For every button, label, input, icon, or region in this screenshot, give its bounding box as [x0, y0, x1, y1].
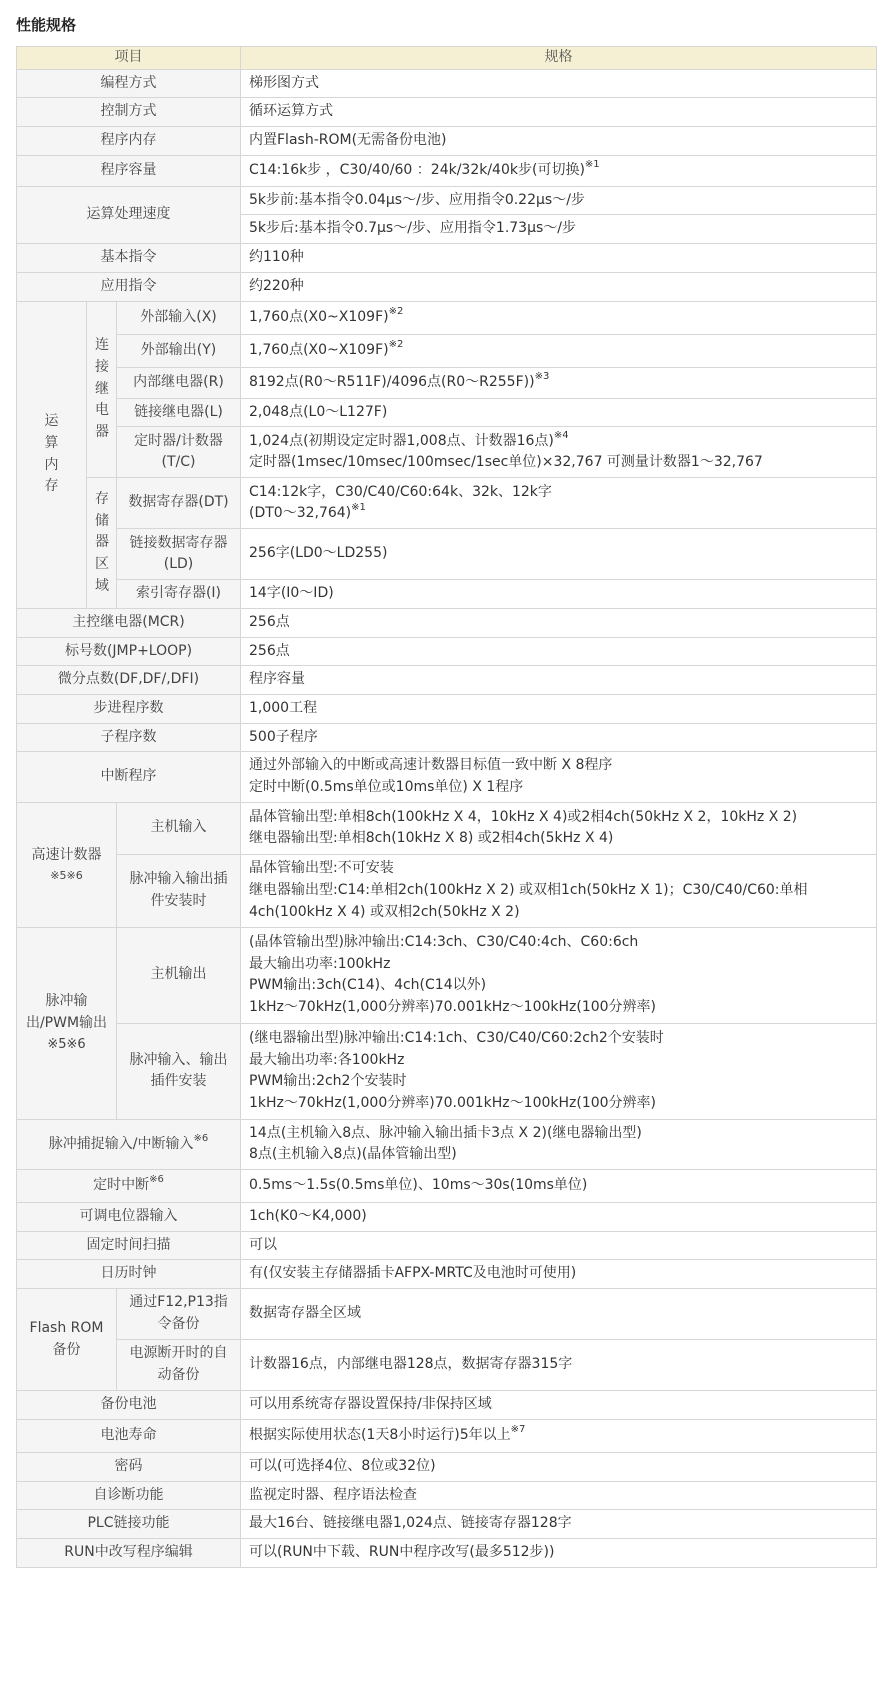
row-label: 可调电位器输入 — [17, 1203, 241, 1232]
table-row — [17, 244, 877, 273]
table-row — [17, 127, 877, 156]
row-value: 500子程序 — [241, 723, 877, 752]
row-value — [241, 752, 877, 802]
table-row — [17, 367, 877, 398]
label-text: 定时中断 — [93, 1177, 150, 1194]
table-row — [17, 98, 877, 127]
row-value — [241, 1419, 877, 1452]
label-line: 链接数据寄存器 — [129, 534, 228, 551]
label-line: 脉冲输出/PWM输出 — [25, 993, 108, 1032]
table-row — [17, 1170, 877, 1203]
row-value — [241, 301, 877, 334]
footnote-mark: ※1 — [584, 158, 600, 170]
row-label: 索引寄存器(I) — [117, 580, 241, 609]
group-label-pulse — [17, 927, 117, 1119]
footnote-mark: ※2 — [388, 305, 404, 317]
group-label-hsc — [17, 802, 117, 927]
row-value: 可以用系统寄存器设置保持/非保持区域 — [241, 1391, 877, 1420]
table-row — [17, 1481, 877, 1510]
value-line: 继电器输出型:C14:单相2ch(100kHz X 2) 或双相1ch(50kHz X 1)；C30/C40/C60:单相4ch(100kHz X 4) 或双相2ch(50kHz X 2) — [249, 881, 808, 920]
row-label — [117, 529, 241, 580]
row-value — [241, 1023, 877, 1119]
table-row — [17, 1260, 877, 1289]
footnote-mark: ※6 — [193, 1132, 209, 1144]
row-value: 256点 — [241, 608, 877, 637]
table-row — [17, 927, 877, 1023]
row-value: 可以(可选择4位、8位或32位) — [241, 1452, 877, 1481]
row-label: 控制方式 — [17, 98, 241, 127]
table-row — [17, 1023, 877, 1119]
value-line: 定时器(1msec/10msec/100msec/1sec单位)×32,767 可测量计数器1～32,767 — [249, 454, 763, 471]
value-line: 1kHz～70kHz(1,000分辨率)70.001kHz～100kHz(100分辨率) — [249, 1094, 657, 1111]
value-line: 晶体管输出型:单相8ch(100kHz X 4，10kHz X 4)或2相4ch(50kHz X 2，10kHz X 2) — [249, 808, 798, 825]
table-header-row — [17, 47, 877, 70]
value-line: 1kHz～70kHz(1,000分辨率)70.001kHz～100kHz(100分辨率) — [249, 998, 657, 1015]
table-row — [17, 1203, 877, 1232]
table-row — [17, 427, 877, 478]
row-value: 内置Flash-ROM(无需备份电池) — [241, 127, 877, 156]
row-label: PLC链接功能 — [17, 1510, 241, 1539]
row-label: 脉冲输入输出插件安装时 — [117, 854, 241, 927]
row-label: 固定时间扫描 — [17, 1231, 241, 1260]
row-value: 1,000工程 — [241, 694, 877, 723]
value-line: 14点(主机输入8点、脉冲输入输出插卡3点 X 2)(继电器输出型) — [249, 1124, 642, 1141]
row-value: 1ch(K0～K4,000) — [241, 1203, 877, 1232]
row-value: 程序容量 — [241, 666, 877, 695]
value-line — [249, 431, 868, 453]
group-text: 运算内存 — [44, 413, 59, 495]
table-row — [17, 1340, 877, 1391]
table-row — [17, 637, 877, 666]
footnote-mark: ※2 — [388, 338, 404, 350]
value-line — [249, 503, 868, 525]
table-row — [17, 1119, 877, 1169]
label-line: ※5※6 — [50, 869, 83, 882]
value-text: 1,760点(X0~X109F) — [249, 308, 389, 325]
table-row — [17, 1231, 877, 1260]
value-line: 8点(主机输入8点)(晶体管输出型) — [249, 1146, 457, 1163]
row-label: 基本指令 — [17, 244, 241, 273]
row-label: 步进程序数 — [17, 694, 241, 723]
label-line: 备份 — [52, 1341, 81, 1358]
group-label-memory — [17, 301, 87, 608]
group-label-relay — [87, 301, 117, 478]
table-row — [17, 155, 877, 186]
value-line: 定时中断(0.5ms单位或10ms单位) X 1程序 — [249, 779, 524, 795]
table-row — [17, 802, 877, 854]
row-value: 梯形图方式 — [241, 69, 877, 98]
label-line: Flash ROM — [29, 1319, 104, 1336]
table-row — [17, 272, 877, 301]
table-row — [17, 478, 877, 529]
label-line: ※5※6 — [47, 1036, 86, 1052]
row-label — [117, 427, 241, 478]
footnote-mark: ※3 — [534, 370, 550, 382]
row-label: 电池寿命 — [17, 1419, 241, 1452]
table-row — [17, 301, 877, 334]
label-line: (T/C) — [161, 454, 196, 471]
row-label: 内部继电器(R) — [117, 367, 241, 398]
row-value: 循环运算方式 — [241, 98, 877, 127]
row-label: 应用指令 — [17, 272, 241, 301]
value-text: 8192点(R0～R511F)/4096点(R0～R255F)) — [249, 373, 535, 390]
row-value: 有(仅安装主存储器插卡AFPX-MRTC及电池时可使用) — [241, 1260, 877, 1289]
label-text: 脉冲捕捉输入/中断输入 — [48, 1135, 194, 1152]
row-value: 5k步前:基本指令0.04μs～/步、应用指令0.22μs～/步 — [241, 186, 877, 215]
table-row — [17, 529, 877, 580]
value-text: 根据实际使用状态(1天8小时运行)5年以上 — [249, 1426, 511, 1443]
row-value: 256点 — [241, 637, 877, 666]
row-label: 编程方式 — [17, 69, 241, 98]
row-label: 主控继电器(MCR) — [17, 608, 241, 637]
table-row — [17, 334, 877, 367]
value-line: 最大输出功率:各100kHz — [249, 1051, 405, 1068]
row-label: 中断程序 — [17, 752, 241, 802]
footnote-mark: ※6 — [149, 1174, 164, 1186]
group-label-flash — [17, 1289, 117, 1391]
group-text: 连接继电器 — [95, 337, 109, 440]
row-value: 约110种 — [241, 244, 877, 273]
value-line: (继电器输出型)脉冲输出:C14:1ch、C30/C40/C60:2ch2个安装时 — [249, 1029, 664, 1046]
row-value: 5k步后:基本指令0.7μs～/步、应用指令1.73μs～/步 — [241, 215, 877, 244]
value-line: (晶体管输出型)脉冲输出:C14:3ch、C30/C40:4ch、C60:6ch — [249, 933, 639, 950]
table-row — [17, 580, 877, 609]
row-label: 程序容量 — [17, 155, 241, 186]
row-value — [241, 427, 877, 478]
group-text: 存储器区域 — [95, 490, 109, 594]
spec-table — [16, 46, 877, 1568]
row-value — [241, 478, 877, 529]
table-row — [17, 608, 877, 637]
row-label: 通过F12,P13指令备份 — [117, 1289, 241, 1340]
row-label: 子程序数 — [17, 723, 241, 752]
row-value: 可以 — [241, 1231, 877, 1260]
value-line: C14:12k字，C30/C40/C60:64k、32k、12k字 — [249, 483, 552, 500]
row-label: 脉冲输入、输出插件安装 — [117, 1023, 241, 1119]
row-value — [241, 334, 877, 367]
row-value: 数据寄存器全区域 — [241, 1289, 877, 1340]
row-value: 0.5ms～1.5s(0.5ms单位)、10ms～30s(10ms单位) — [241, 1170, 877, 1203]
row-value: 14字(I0～ID) — [241, 580, 877, 609]
row-value: 256字(LD0～LD255) — [241, 529, 877, 580]
table-row — [17, 1510, 877, 1539]
group-label-storage — [87, 478, 117, 609]
row-value: 可以(RUN中下载、RUN中程序改写(最多512步)) — [241, 1538, 877, 1567]
row-label: 链接继电器(L) — [117, 398, 241, 427]
row-label: RUN中改写程序编辑 — [17, 1538, 241, 1567]
row-label: 标号数(JMP+LOOP) — [17, 637, 241, 666]
row-label: 日历时钟 — [17, 1260, 241, 1289]
row-label: 自诊断功能 — [17, 1481, 241, 1510]
table-row — [17, 1452, 877, 1481]
row-value — [241, 854, 877, 927]
label-line: (LD) — [163, 556, 194, 573]
row-label: 主机输入 — [117, 802, 241, 854]
table-row — [17, 1538, 877, 1567]
row-value — [241, 802, 877, 854]
row-value — [241, 367, 877, 398]
row-value: 计数器16点，内部继电器128点，数据寄存器315字 — [241, 1340, 877, 1391]
row-label — [17, 1170, 241, 1203]
table-row — [17, 666, 877, 695]
row-label: 备份电池 — [17, 1391, 241, 1420]
table-row — [17, 723, 877, 752]
row-value: 监视定时器、程序语法检查 — [241, 1481, 877, 1510]
row-label: 数据寄存器(DT) — [117, 478, 241, 529]
value-text: 1,024点(初期设定定时器1,008点、计数器16点) — [249, 432, 554, 449]
value-line: 通过外部输入的中断或高速计数器目标值一致中断 X 8程序 — [249, 757, 613, 774]
row-label: 运算处理速度 — [17, 186, 241, 243]
value-line: 继电器输出型:单相8ch(10kHz X 8) 或2相4ch(5kHz X 4) — [249, 830, 614, 847]
row-value: 约220种 — [241, 272, 877, 301]
row-label: 外部输入(X) — [117, 301, 241, 334]
value-line: 晶体管输出型:不可安装 — [249, 860, 394, 877]
row-label: 主机输出 — [117, 927, 241, 1023]
row-label: 程序内存 — [17, 127, 241, 156]
value-line: 最大输出功率:100kHz — [249, 955, 391, 972]
footnote-mark: ※1 — [351, 502, 366, 514]
table-row — [17, 186, 877, 215]
table-row — [17, 1289, 877, 1340]
value-text: (DT0～32,764) — [249, 505, 352, 522]
row-label: 微分点数(DF,DF/,DFI) — [17, 666, 241, 695]
table-row — [17, 694, 877, 723]
row-label — [17, 1119, 241, 1169]
table-row — [17, 854, 877, 927]
value-line: PWM输出:2ch2个安装时 — [249, 1073, 407, 1090]
row-value — [241, 155, 877, 186]
header-spec: 规格 — [241, 47, 877, 70]
row-label: 外部输出(Y) — [117, 334, 241, 367]
header-item: 项目 — [17, 47, 241, 70]
row-value: 2,048点(L0～L127F) — [241, 398, 877, 427]
table-row — [17, 398, 877, 427]
page-title: 性能规格 — [16, 16, 77, 34]
value-text: 1,760点(X0~X109F) — [249, 341, 389, 358]
row-value — [241, 927, 877, 1023]
table-row — [17, 1419, 877, 1452]
value-text: C14:16k步 ，C30/40/60 ：24k/32k/40k步(可切换) — [249, 161, 585, 178]
footnote-mark: ※4 — [553, 429, 569, 441]
value-line: PWM输出:3ch(C14)、4ch(C14以外) — [249, 977, 487, 994]
row-label: 电源断开时的自动备份 — [117, 1340, 241, 1391]
row-value — [241, 1119, 877, 1169]
footnote-mark: ※7 — [510, 1423, 526, 1435]
label-line: 高速计数器 — [31, 847, 102, 864]
row-label: 密码 — [17, 1452, 241, 1481]
row-value: 最大16台、链接继电器1,024点、链接寄存器128字 — [241, 1510, 877, 1539]
table-row — [17, 752, 877, 802]
table-row — [17, 69, 877, 98]
label-line: 定时器/计数器 — [134, 432, 223, 449]
table-row — [17, 1391, 877, 1420]
